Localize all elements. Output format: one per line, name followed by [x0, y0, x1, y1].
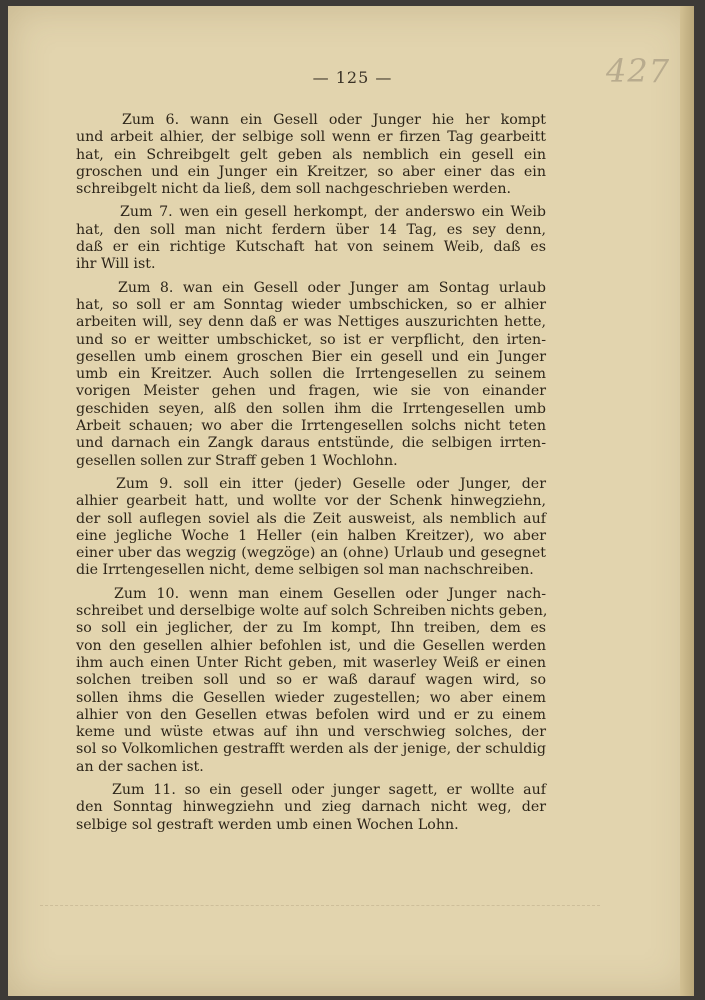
text-line: hat, ein Schreibgelt gelt geben als nemblich ein gesell ein — [76, 146, 546, 163]
text-line: schreibgelt nicht da ließ, dem soll nachgeschrieben werden. — [76, 181, 512, 198]
text-line: Zum 8. wan ein Gesell oder Junger am Sontag urlaub — [118, 279, 546, 296]
text-line: und arbeit alhier, der selbige soll wenn er firzen Tag gearbeitt — [76, 129, 546, 146]
text-line: Zum 10. wenn man einem Gesellen oder Junger nach- — [114, 585, 546, 602]
text-line: Zum 7. wen ein gesell herkompt, der anderswo ein Weib — [120, 204, 546, 221]
text-line: sollen ihms die Gesellen wieder zugestellen; wo aber einem — [76, 689, 546, 706]
text-line: an der sachen ist. — [76, 758, 204, 775]
text-line: arbeiten will, sey denn daß er was Nettiges auszurichten hette, — [76, 314, 546, 331]
text-line: hat, so soll er am Sonntag wieder umbschicken, so er alhier — [76, 296, 546, 313]
archive-number: 427 — [606, 52, 671, 90]
document-body — [76, 112, 546, 834]
text-line: den Sonntag hinwegziehn und zieg darnach nicht weg, der — [76, 799, 546, 816]
text-line: ihr Will ist. — [76, 256, 156, 273]
text-line: der soll auflegen soviel als die Zeit ausweist, als nemblich auf — [76, 510, 546, 527]
text-line: die Irrtengesellen nicht, deme selbigen sol man nachschreiben. — [76, 562, 534, 579]
text-line: keme und wüste etwas auf ihn und verschwieg solches, der — [76, 724, 546, 741]
text-line: gesellen umb einem groschen Bier ein gesell und ein Junger — [76, 348, 546, 365]
text-line: hat, den soll man nicht ferdern über 14 Tag, es sey denn, — [76, 221, 546, 238]
paragraph — [76, 204, 546, 273]
text-line: sol so Volkomlichen gestrafft werden als der jenige, der schuldig — [76, 741, 546, 758]
text-line: groschen und ein Junger ein Kreitzer, so aber einer das ein — [76, 163, 546, 180]
text-line: vorigen Meister gehen und fragen, wie sie von einander — [76, 383, 546, 400]
paragraph — [76, 782, 546, 834]
text-line: Zum 11. so ein gesell oder junger sagett, er wollte auf — [112, 781, 546, 798]
text-line: ihm auch einen Unter Richt geben, mit waserley Weiß er einen — [76, 654, 546, 671]
text-line: Zum 9. soll ein itter (jeder) Geselle oder Junger, der — [116, 475, 546, 492]
text-line: gesellen sollen zur Straff geben 1 Wochlohn. — [76, 452, 398, 469]
text-line: und darnach ein Zangk daraus entstünde, die selbigen irrten- — [76, 435, 546, 452]
paragraph — [76, 280, 546, 470]
text-line: geschiden seyen, alß den sollen ihm die Irrtengesellen umb — [76, 400, 546, 417]
paragraph — [76, 112, 546, 198]
paragraph — [76, 586, 546, 776]
text-line: eine jegliche Woche 1 Heller (ein halben Kreitzer), wo aber — [76, 527, 546, 544]
page-number: — 125 — — [312, 68, 393, 87]
text-line: Arbeit schauen; wo aber die Irrtengesellen solchs nicht teten — [76, 418, 546, 435]
text-line: von den gesellen alhier befohlen ist, und die Gesellen werden — [76, 637, 546, 654]
divider — [40, 905, 600, 907]
text-line: umb ein Kreitzer. Auch sollen die Irrtengesellen zu seinem — [76, 366, 546, 383]
text-line: einer uber das wegzig (wegzöge) an (ohne) Urlaub und gesegnet — [76, 545, 546, 562]
text-line: Zum 6. wann ein Gesell oder Junger hie her kompt — [122, 112, 546, 128]
text-line: solchen treiben soll und so er waß darauf wagen wird, so — [76, 672, 546, 689]
text-line: und so er weitter umbschicket, so ist er verpflicht, den irten- — [76, 331, 546, 348]
text-line: alhier von den Gesellen etwas befolen wird und er zu einem — [76, 706, 546, 723]
text-line: daß er ein richtige Kutschaft hat von seinem Weib, daß es — [76, 239, 546, 256]
text-line: schreibet und derselbige wolte auf solch Schreiben nichts geben, — [76, 603, 548, 620]
text-line: alhier gearbeit hatt, und wollte vor der Schenk hinwegziehn, — [76, 493, 546, 510]
text-line: selbige sol gestraft werden umb einen Wochen Lohn. — [76, 816, 459, 833]
page-edge — [680, 6, 694, 996]
paragraph — [76, 476, 546, 580]
text-line: so soll ein jeglicher, der zu Im kompt, Ihn treiben, dem es — [76, 620, 546, 637]
